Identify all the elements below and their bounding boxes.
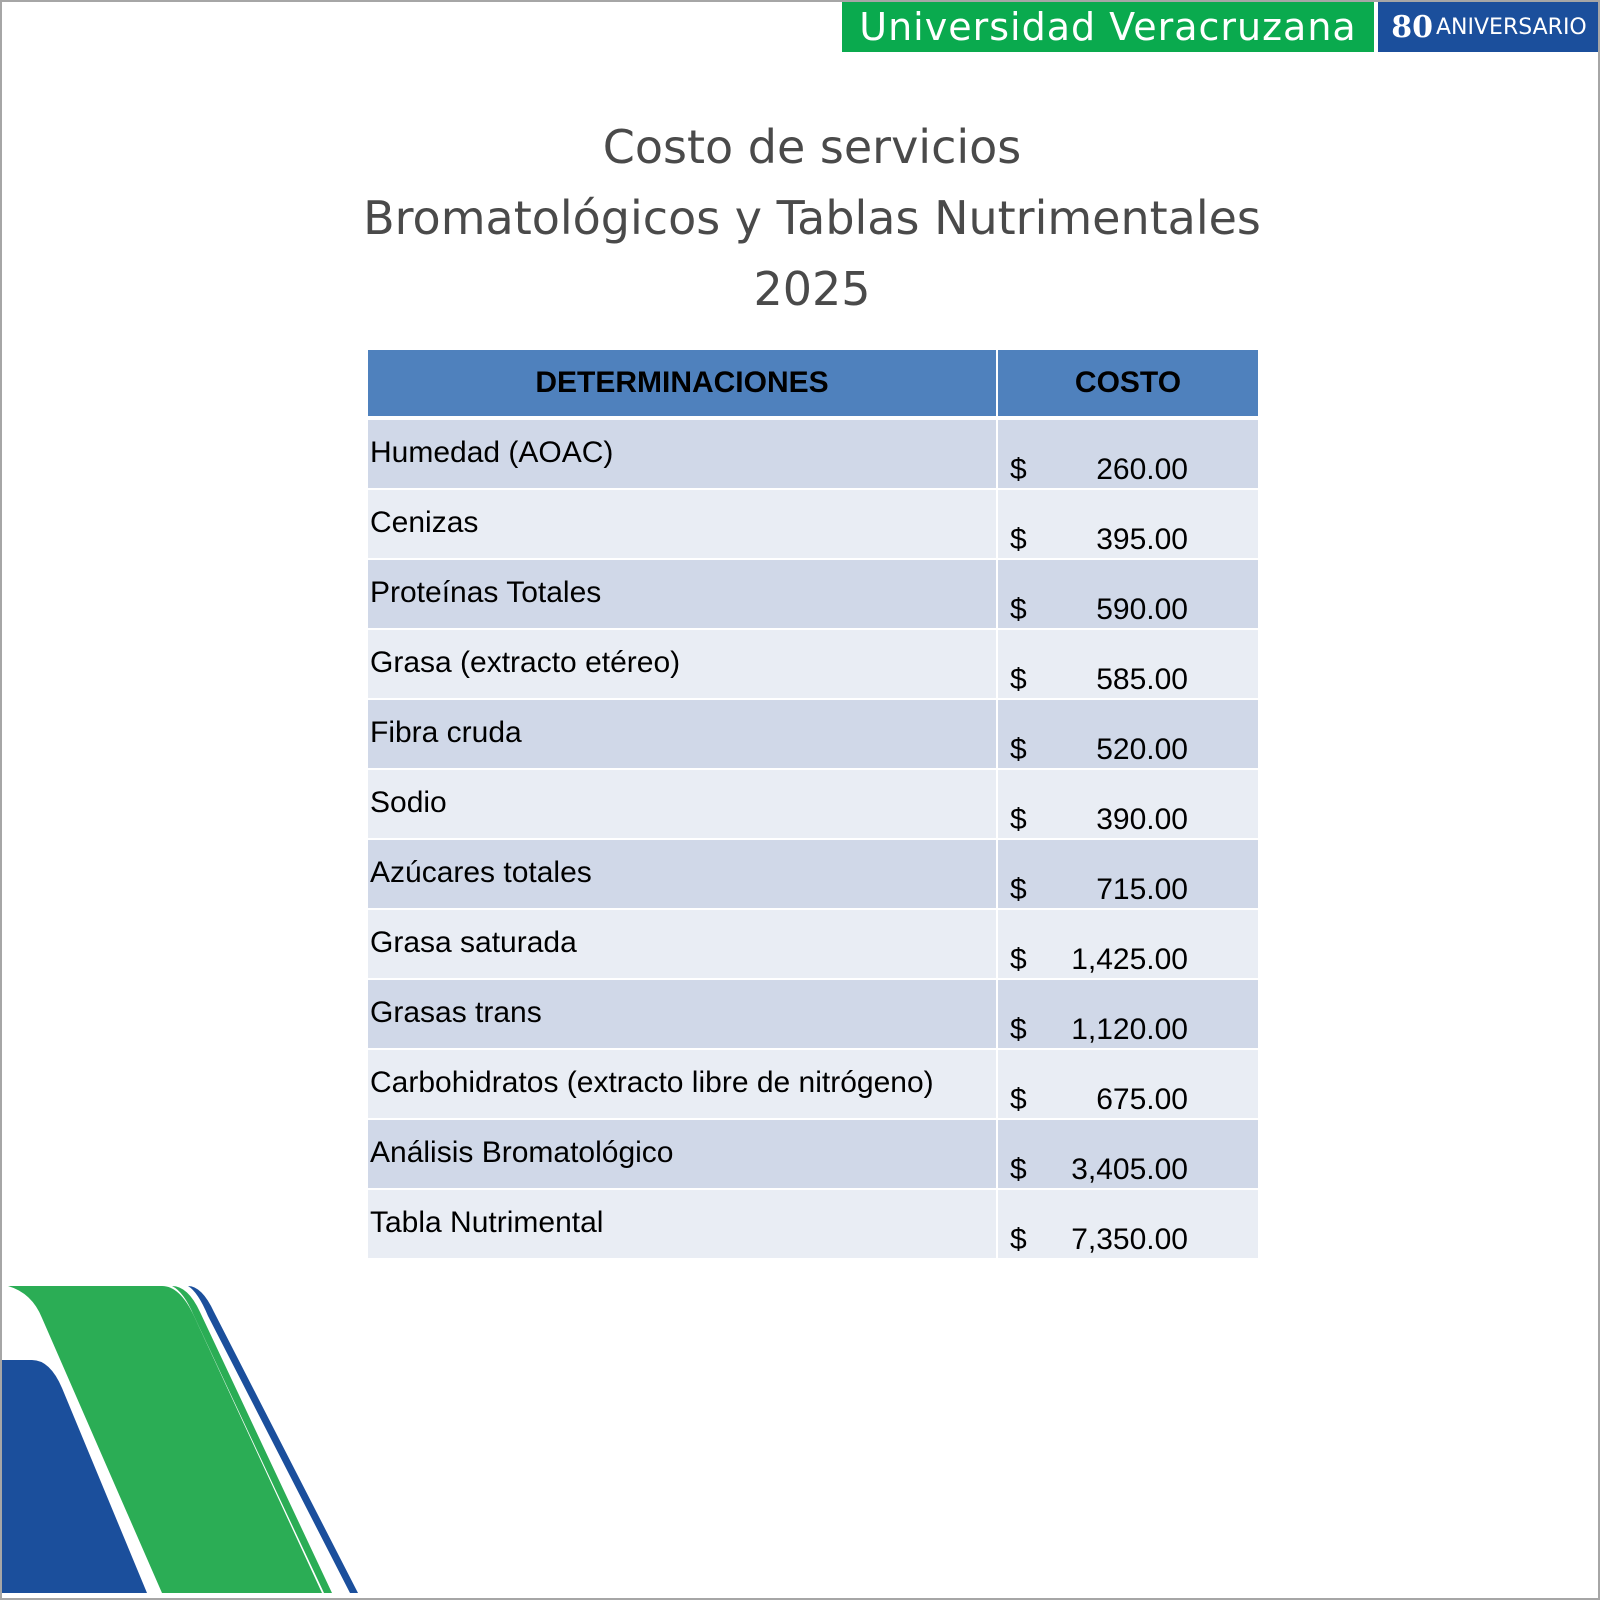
currency-symbol: $ bbox=[1010, 873, 1027, 906]
header-determinations: DETERMINACIONES bbox=[368, 350, 997, 418]
currency-symbol: $ bbox=[1010, 593, 1027, 626]
currency-symbol: $ bbox=[1010, 663, 1027, 696]
cost-table bbox=[368, 350, 1258, 1260]
determination-name: Análisis Bromatológico bbox=[368, 1119, 997, 1189]
cost-cell bbox=[997, 1119, 1258, 1189]
cost-cell bbox=[997, 979, 1258, 1049]
determination-name: Humedad (AOAC) bbox=[368, 418, 997, 489]
cost-amount: 1,425.00 bbox=[1071, 943, 1188, 976]
currency-symbol: $ bbox=[1010, 803, 1027, 836]
cost-cell bbox=[997, 489, 1258, 559]
cost-cell bbox=[997, 1189, 1258, 1259]
table-row bbox=[368, 769, 1258, 839]
determination-name: Azúcares totales bbox=[368, 839, 997, 909]
table-row bbox=[368, 559, 1258, 629]
determination-name: Sodio bbox=[368, 769, 997, 839]
cost-cell bbox=[997, 1049, 1258, 1119]
currency-symbol: $ bbox=[1010, 1153, 1027, 1186]
cost-amount: 520.00 bbox=[1096, 733, 1188, 766]
table-row bbox=[368, 839, 1258, 909]
anniversary-label: ANIVERSARIO bbox=[1436, 14, 1587, 40]
table-row bbox=[368, 699, 1258, 769]
currency-symbol: $ bbox=[1010, 523, 1027, 556]
determination-name: Proteínas Totales bbox=[368, 559, 997, 629]
table-row bbox=[368, 1049, 1258, 1119]
determination-name: Carbohidratos (extracto libre de nitrógeno) bbox=[368, 1049, 997, 1119]
currency-symbol: $ bbox=[1010, 1223, 1027, 1256]
page-title bbox=[2, 112, 1600, 325]
university-name: Universidad Veracruzana bbox=[842, 2, 1374, 52]
determination-name: Fibra cruda bbox=[368, 699, 997, 769]
title-line-2: Bromatológicos y Tablas Nutrimentales bbox=[363, 191, 1261, 245]
table-header-row bbox=[368, 350, 1258, 418]
determination-name: Grasas trans bbox=[368, 979, 997, 1049]
determination-name: Tabla Nutrimental bbox=[368, 1189, 997, 1259]
table-row bbox=[368, 489, 1258, 559]
currency-symbol: $ bbox=[1010, 943, 1027, 976]
cost-cell bbox=[997, 559, 1258, 629]
currency-symbol: $ bbox=[1010, 453, 1027, 486]
anniversary-number: 80 bbox=[1391, 9, 1433, 45]
cost-amount: 390.00 bbox=[1096, 803, 1188, 836]
table-row bbox=[368, 979, 1258, 1049]
cost-amount: 1,120.00 bbox=[1071, 1013, 1188, 1046]
determination-name: Cenizas bbox=[368, 489, 997, 559]
cost-amount: 675.00 bbox=[1096, 1083, 1188, 1116]
table-row bbox=[368, 629, 1258, 699]
title-line-3: 2025 bbox=[753, 262, 871, 316]
currency-symbol: $ bbox=[1010, 1083, 1027, 1116]
cost-amount: 715.00 bbox=[1096, 873, 1188, 906]
anniversary-badge bbox=[1378, 2, 1600, 52]
currency-symbol: $ bbox=[1010, 733, 1027, 766]
cost-amount: 590.00 bbox=[1096, 593, 1188, 626]
cost-cell bbox=[997, 839, 1258, 909]
university-banner bbox=[842, 2, 1600, 52]
table-row bbox=[368, 909, 1258, 979]
cost-cell bbox=[997, 418, 1258, 489]
determination-name: Grasa saturada bbox=[368, 909, 997, 979]
table-row bbox=[368, 1189, 1258, 1259]
cost-cell bbox=[997, 699, 1258, 769]
university-decoration bbox=[2, 1248, 402, 1598]
table-row bbox=[368, 1119, 1258, 1189]
cost-amount: 7,350.00 bbox=[1071, 1223, 1188, 1256]
cost-cell bbox=[997, 629, 1258, 699]
cost-amount: 260.00 bbox=[1096, 453, 1188, 486]
cost-amount: 585.00 bbox=[1096, 663, 1188, 696]
header-cost: COSTO bbox=[997, 350, 1258, 418]
cost-cell bbox=[997, 769, 1258, 839]
currency-symbol: $ bbox=[1010, 1013, 1027, 1046]
table-row bbox=[368, 418, 1258, 489]
cost-amount: 3,405.00 bbox=[1071, 1153, 1188, 1186]
cost-amount: 395.00 bbox=[1096, 523, 1188, 556]
title-line-1: Costo de servicios bbox=[602, 120, 1022, 174]
cost-cell bbox=[997, 909, 1258, 979]
determination-name: Grasa (extracto etéreo) bbox=[368, 629, 997, 699]
